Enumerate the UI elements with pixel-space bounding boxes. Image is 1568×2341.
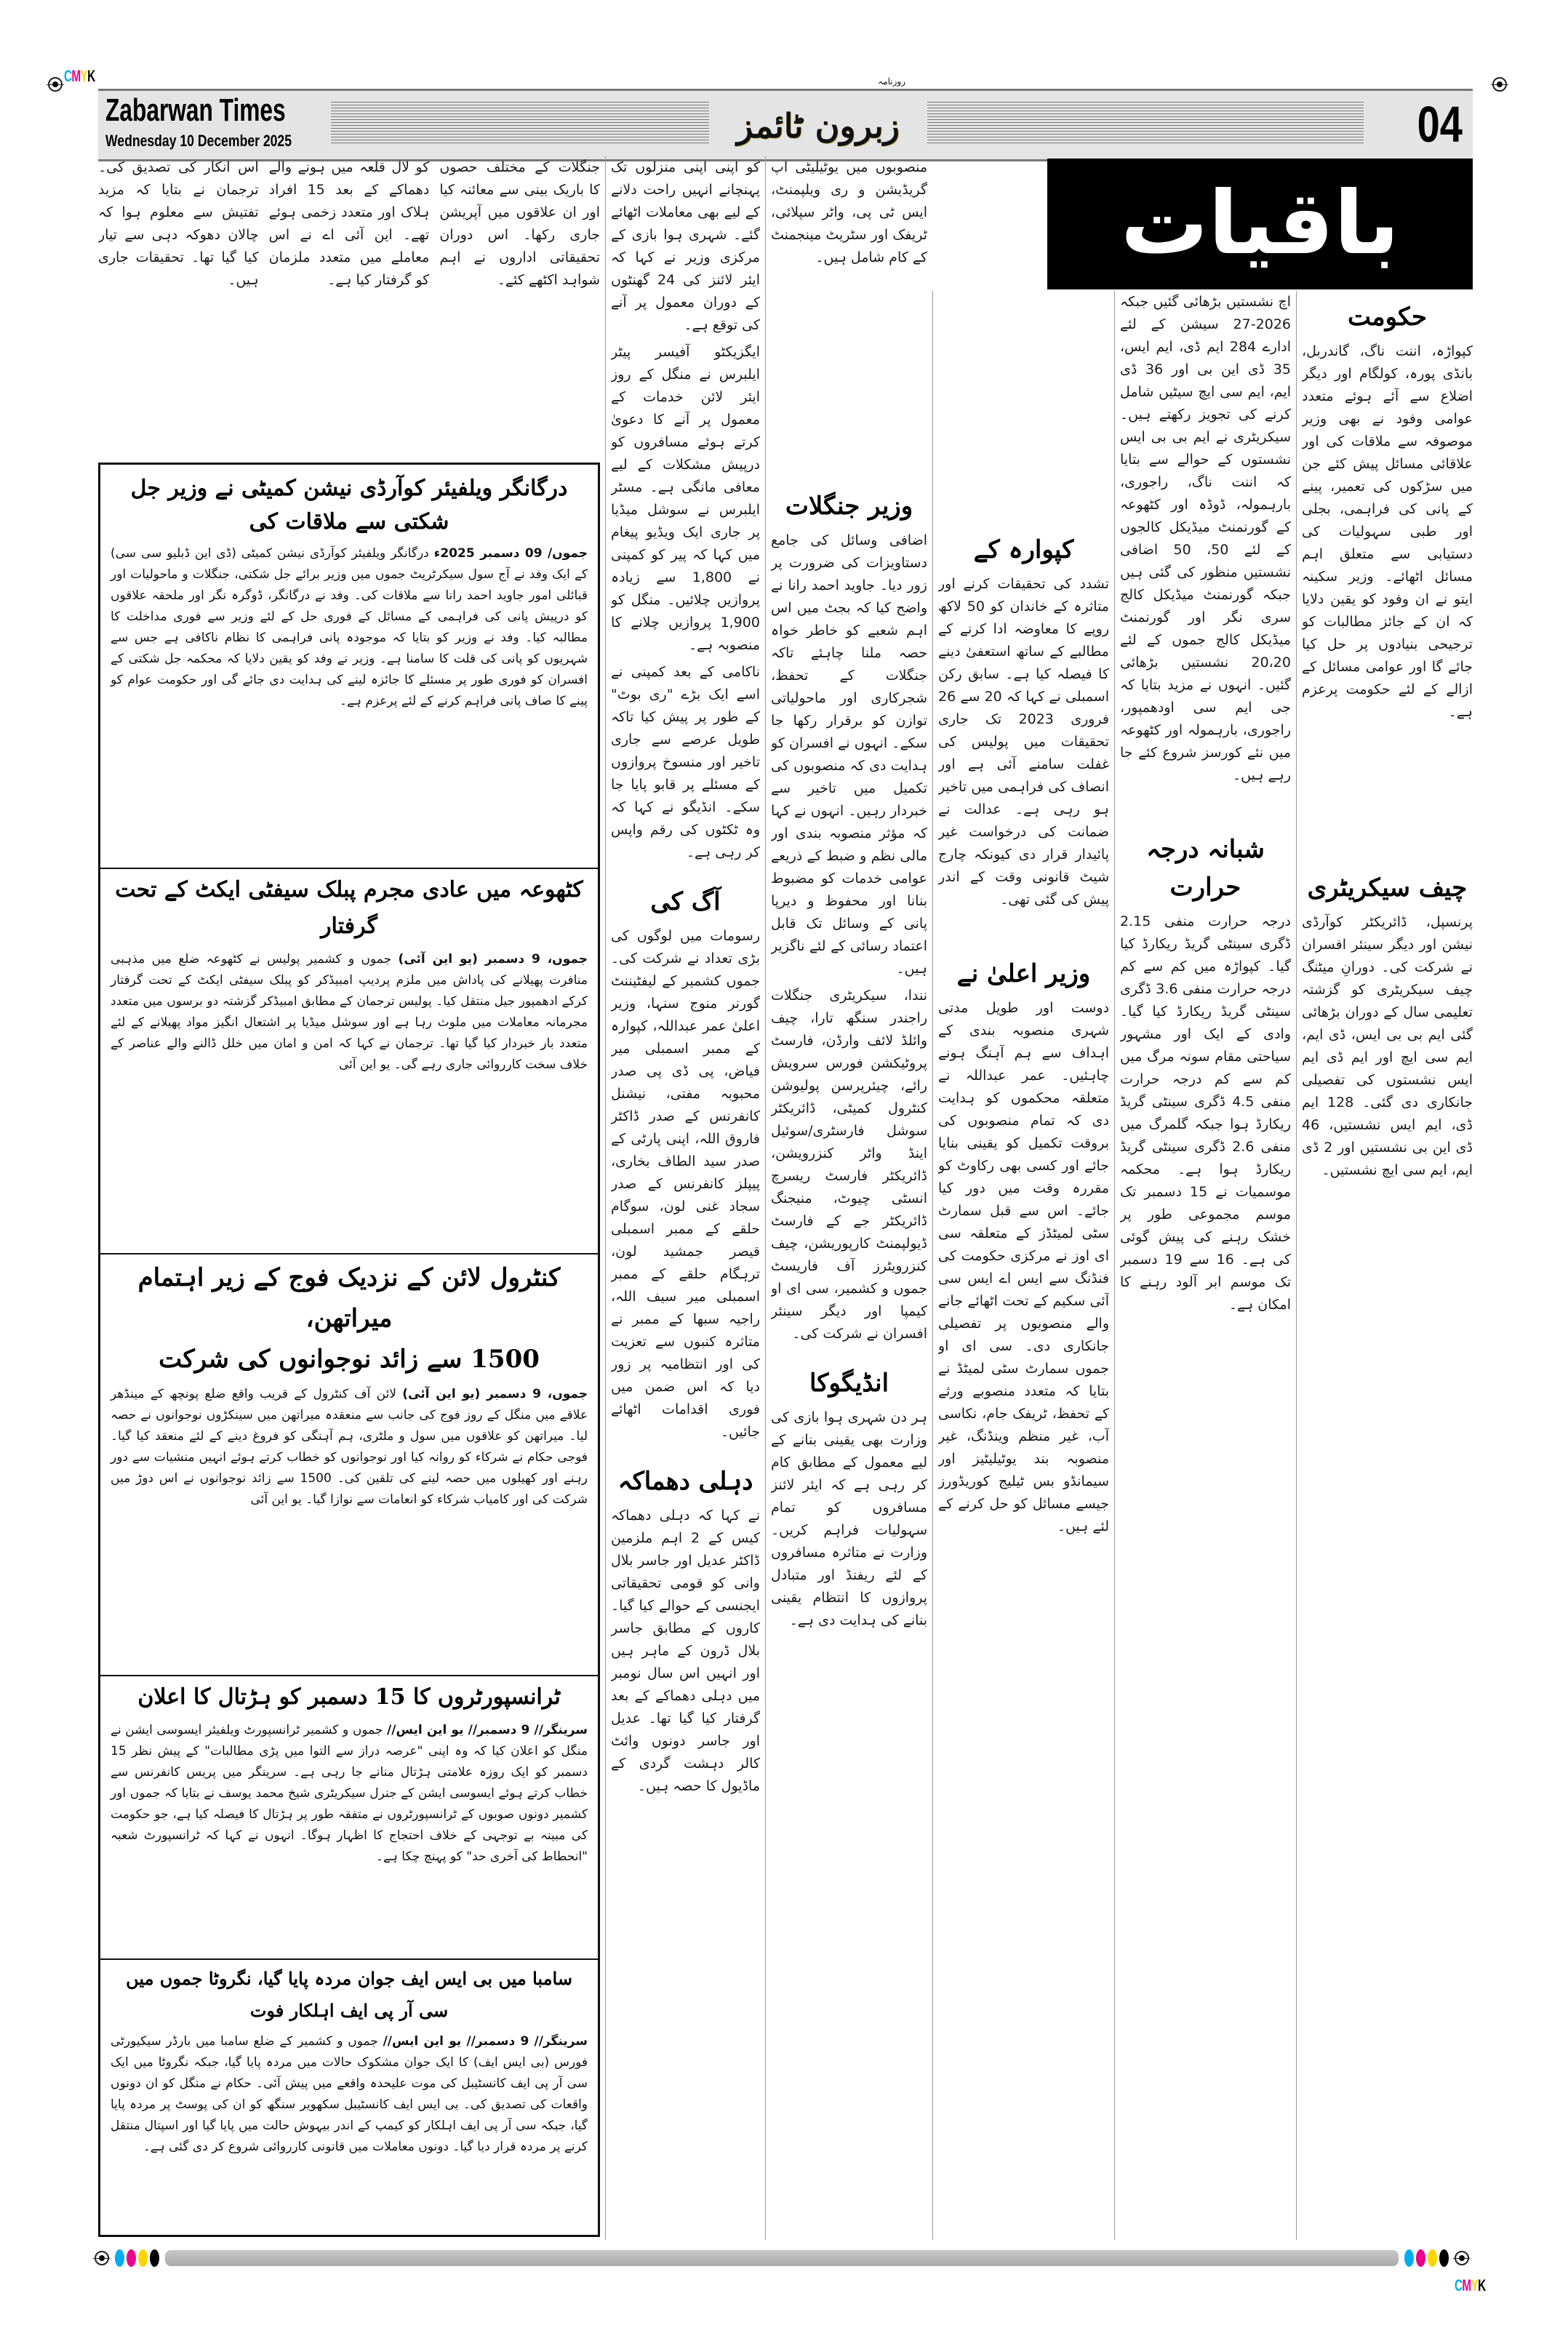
gray-density-bar [165,2250,1399,2266]
story-text: جموں و کشمیر ٹرانسپورٹ ویلفیئر ایسوسی ایشن نے منگل کو اعلان کیا کہ وہ اپنی "عرصہ دراز سے التوا میں پڑی مطالبات" کے پیش نظر 15 دسمبر کو ایک روزہ علامتی ہڑتال منانے جا رہی ہے۔ سرینگر میں پریس کانفرنس سے خطاب کرتے ہوئے ایسوسی ایشن کے جنرل سیکریٹری شیخ محمد یوسف نے بتایا کہ جموں اور کشمیر دونوں صوبوں کے ٹرانسپورٹروں نے متفقہ طور پر ہڑتال کا فیصلہ کیا ہے، جو حکومت کی مبینہ بے توجہی کے خلاف احتجاج کا اظہار ہوگا۔ انہوں نے کہا کہ ٹرانسپورٹ شعبہ "انحطاط کی آخری حد" کو پہنچ چکا ہے۔ [111,1723,588,1864]
article-body: کو اپنی اپنی منزلوں تک پہنچانے انہیں راحت دلانے کے لیے بھی معاملات اٹھائے گئے۔ شہری ہوا بازی کے مرکزی وزیر نے کہا کہ ایئر لائنز کی 24 گھنٹوں کے دوران معمول پر آنے کی توقع ہے۔ [611,159,760,333]
article-body: جنگلات کے مختلف حصوں کا باریک بینی سے معائنہ کیا اور ان علاقوں میں آپریشن جاری رکھا۔ اس دوران تحقیقاتی اداروں نے اہم شواہد اکٹھے کئے۔ [439,159,600,288]
column-divider [1296,291,1297,2240]
cmyk-c: C [1455,2276,1463,2294]
story-divider [100,1675,598,1676]
cmyk-m: M [1462,2276,1471,2294]
article-body: اس انکار کی تصدیق کی۔ ترجمان نے بتایا کہ مزید تفتیش سے معلوم ہوا کہ چالان دھوکہ دہی سے تیار کیا گیا تھا۔ تحقیقات جاری ہیں۔ [98,159,259,288]
story-body [111,1720,588,1868]
subhead-andigo: انڈیگوکا [809,1369,889,1398]
story-divider [100,1253,598,1254]
story-transport-strike [111,1679,588,1956]
agency-credit: یو این آئی [250,1492,302,1507]
swatch-magenta [127,2249,136,2267]
story-marathon [111,1257,588,1672]
cmyk-mark-top [64,67,95,86]
page-number: 04 [1417,96,1463,153]
swatch-cyan [1404,2249,1414,2267]
cmyk-y: Y [80,67,88,85]
article-body: منصوبوں میں یوٹیلیٹی اپ گریڈیشن و ری ویلپمنٹ، ایس ٹی پی، واٹر سپلائی، ٹریفک اور سٹریٹ مینجمنٹ کے کام شامل ہیں۔ [771,159,927,265]
subhead-wazir-e-ala: وزیر اعلیٰ نے [956,959,1091,988]
registration-mark-icon [1455,2251,1469,2265]
article-body: کو لال قلعہ میں ہونے والے دھماکے کے بعد 15 افراد ہلاک اور متعدد زخمی ہوئے تھے۔ این آئی اے نے اس معاملے میں متعدد ملزمان کو گرفتار کیا ہے۔ [268,159,430,288]
column-5 [611,156,760,2240]
header-rules-left [331,100,709,145]
header-rules-right [927,100,1364,145]
swatch-yellow [138,2249,148,2267]
swatch-black [150,2249,159,2267]
cmyk-k: K [1478,2276,1486,2294]
story-divider [100,868,598,869]
article-body: ہر دن شہری ہوا بازی کی وزارت بھی یقینی بنانے کے لیے معمول کے مطابق کام کر رہی ہے کہ ایئر لائنز مسافروں کو تمام سہولیات فراہم کریں۔ وزارت نے متاثرہ مسافروں کے لئے ریفنڈ اور متبادل پروازوں کا انتظام یقینی بنانے کی ہدایت دی ہے۔ [771,1409,927,1628]
cmyk-m: M [71,67,81,85]
dateline: جموں، 9 دسمبر (یو این آئی) [402,1387,588,1401]
article-body: دوست اور طویل مدتی شہری منصوبہ بندی کے اہداف سے ہم آہنگ ہونے چاہئیں۔ عمر عبداللہ نے متعلقہ محکموں کو ہدایت دی کہ تمام منصوبوں کی بروقت تکمیل کو یقینی بنایا جائے اور کسی بھی رکاوٹ کو مقررہ وقت میں دور کیا جائے۔ اس سے قبل سمارٹ سٹی لمیٹڈز کے متعلقہ سی ای اوز نے مرکزی حکومت کی فنڈنگ سے ایس اے ایس سی آئی سکیم کے تحت اٹھائے جانے والے منصوبوں پر تفصیلی جانکاری دی۔ سی ای او جموں سمارٹ سٹی لمیٹڈ نے بتایا کہ متعدد منصوبے ورثے کے تحفظ، ٹریفک جام، نکاسی آب، غیر منظم وینڈنگ، غیر منصوبہ بند یوٹیلیٹیز اور سیمانڈو بس ٹیلیج کوریڈورز جیسے مسائل کو حل کرنے کے لئے ہیں۔ [938,1000,1109,1534]
masthead-prefix: روزنامہ [878,76,905,87]
article-body: اضافی وسائل کی جامع دستاویزات کی ضرورت پر زور دیا۔ جاوید احمد رانا نے واضح کیا کہ بجٹ میں اس اہم شعبے کو خاطر خواہ حصہ ملنا چاہئے تاکہ جنگلات کے تحفظ، شجرکاری اور ماحولیاتی توازن کو برقرار رکھا جا سکے۔ انہوں نے افسران کو ہدایت دی کہ منصوبوں کی تکمیل میں تاخیر سے خبردار رہیں۔ انہوں نے کہا کہ مؤثر منصوبہ بندی اور مالی نظم و ضبط کے ذریعے عوامی خدمات کو مضبوط بنانا اور محفوظ و دیرپا پانی کے وسائل تک قابل اعتماد رسائی کے لئے ناگزیر ہیں۔ [771,532,927,977]
article-body: ناکامی کے بعد کمپنی نے اسے ایک بڑے "ری بوٹ" کے طور پر پیش کیا تاکہ طویل عرصے سے جاری تاخیر اور منسوخ پروازوں کے مسئلے پر قابو پایا جا سکے۔ انڈیگو نے کہا کہ وہ ٹکٹوں کی رقم واپس کر رہی ہے۔ [611,664,760,860]
article-body: رسومات میں لوگوں کی بڑی تعداد نے شرکت کی۔ جموں کشمیر کے لیفٹیننٹ گورنر منوج سنہا، وزیر اعلیٰ عمر عبداللہ، کپوارہ کے ممبر اسمبلی میر فیاض، پی ڈی پی صدر محبوبہ مفتی، نیشنل کانفرنس کے صدر ڈاکٹر فاروق اللہ، اپنی پارٹی کے صدر سید الطاف بخاری، پیپلز کانفرنس کے صدر سجاد غنی لون، سوگام حلقے کے ممبر اسمبلی قیصر جمشید لون، ترہگام حلقے کے ممبر اسمبلی میر سیف اللہ، راجیہ سبھا کے ممبر نے متاثرہ کنبوں سے تعزیت کی اور انتظامیہ پر زور دیا کہ اس ضمن میں فوری اقدامات اٹھائے جائیں۔ [611,928,760,1440]
article-body: درجہ حرارت منفی 2.15 ڈگری سینٹی گریڈ ریکارڈ کیا گیا۔ کپواڑہ میں کم سے کم درجہ حرارت منفی 3.6 ڈگری سینٹی گریڈ ریکارڈ کیا گیا۔ وادی کے ایک اور مشہور سیاحتی مقام سونہ مرگ میں کم سے کم درجہ حرارت منفی 4.5 ڈگری سینٹی گریڈ ریکارڈ ہوا جبکہ گلمرگ میں منفی 2.6 ڈگری سینٹی گریڈ ریکارڈ ہوا ہے۔ محکمہ موسمیات نے 15 دسمبر تک موسم مجموعی طور پر خشک رہنے کی پیش گوئی کی ہے۔ 16 سے 19 دسمبر تک موسم ابر آلود رہنے کا امکان ہے۔ [1120,913,1291,1313]
headline: ٹرانسپورٹروں کا 15 دسمبر کو ہڑتال کا اعلان [137,1684,561,1710]
column-1 [1302,291,1473,2240]
registration-mark-icon [1492,77,1507,92]
story-kathua [111,872,588,1250]
dateline: سرینگر// 9 دسمبر// یو این ایس// [383,2034,588,2049]
story-text: درگانگر ویلفیئر کوآرڈی نیشن کمیٹی (ڈی این ڈبلیو سی سی) کے ایک وفد نے آج سول سیکرٹریٹ جموں میں وزیر برائے جل شکتی، جنگلات و ماحولیات اور قبائلی امور جاوید احمد رانا سے ملاقات کی۔ وفد نے درگانگر، ڈوگرہ نگر اور ملحقہ علاقوں کو درپیش پانی کی فراہمی کے مسائل کے فوری حل کے لئے وزیر سے فوری مداخلت کا مطالبہ کیا۔ وفد نے وزیر کو بتایا کہ موجودہ پانی فراہمی کا نظام ناکافی ہے جس سے شہریوں کو پانی کی قلت کا سامنا ہے۔ وزیر نے وفد کو یقین دلایا کہ محکمہ جل شکتی کے افسران کو فوری طور پر مسئلے کا جائزہ لینے کی ہدایت دی جائے گی اور حکومت عوام کو پینے کا صاف پانی فراہم کرنے کے لئے پرعزم ہے۔ [111,546,588,708]
masthead-logo-ur [724,76,913,156]
color-swatches-right [1404,2249,1449,2267]
column-divider [1114,291,1115,2240]
swatch-yellow [1428,2249,1437,2267]
column-divider [932,291,933,2240]
story-text: لائن آف کنٹرول کے قریب واقع ضلع پونچھ کے مینڈھر علاقے میں منگل کے روز فوج کی جانب سے منعقدہ میراتھن میں سینکڑوں نوجوانوں نے حصہ لیا۔ میراتھن کو علاقوں میں سول و ملٹری، ہم آہنگی کو فروغ دینے کے لئے منعقد کیا گیا۔ فوجی حکام نے شرکاء کو روانہ کیا اور نوجوانوں کو خطاب کرتے ہوئے انہیں منشیات سے دور رہنے اور کھیلوں میں حصہ لینے کی تلقین کی۔ 1500 سے زائد نوجوانوں نے اس دوڑ میں شرکت کی اور کامیاب شرکاء کو انعامات سے نوازا گیا۔ [111,1387,588,1507]
column-6 [98,156,600,458]
headline: سامبا میں بی ایس ایف جوان مردہ پایا گیا، نگروٹا جموں میں سی آر پی ایف اہلکار فوت [126,1968,572,2021]
headline: کٹھوعہ میں عادی مجرم پبلک سیفٹی ایکٹ کے تحت گرفتار [115,877,583,939]
cmyk-y: Y [1471,2276,1479,2294]
column-2 [1120,291,1291,2240]
story-samba-bsf [111,1963,588,2225]
story-durganagar [111,472,588,865]
dateline: جموں، 9 دسمبر (یو این آئی) [398,952,588,967]
story-body [111,949,588,1076]
headline-line-1: کنٹرول لائن کے نزدیک فوج کے زیر اہتمام میراتھن، [137,1263,561,1333]
swatch-cyan [115,2249,124,2267]
dateline: جموں/ 09 دسمبر 2025ء [433,546,588,561]
article-body: اچ نشستیں بڑھائی گئیں جبکہ 2026-27 سیشن کے لئے ادارے 284 ایم ڈی، ایم ایس، 35 ڈی این بی اور 36 ڈی ایم، ایم سی ایچ سیٹیں شامل کرنے کی تجویز رکھتے ہیں۔ سیکریٹری نے ایم بی بی ایس نشستوں کے حوالے سے بتایا کہ اننت ناگ، راجوری، بارہمولہ، ڈوڈہ اور کٹھوعہ کے گورنمنٹ میڈیکل کالجوں کے لئے 50، 50 اضافی نشستیں منظور کی گئی ہیں جبکہ گورنمنٹ میڈیکل کالج سری نگر اور گورنمنٹ میڈیکل کالج جموں کے لئے 20،20 نشستیں بڑھائی گئیں۔ انہوں نے مزید بتایا کہ جی ایم سی اودھمپور، راجوری، بارہمولہ اور کٹھوعہ میں نئے کورسز شروع کئے جا رہے ہیں۔ [1120,294,1291,783]
article-body: نندا، سیکریٹری جنگلات راجندر سنگھ تارا، چیف وائلڈ لائف وارڈن، فارسٹ پروٹیکشن فورس سرویش رائے، چیئرپرسن پولیوشن کنٹرول کمیٹی، ڈائریکٹر سوشل فارسٹری/سوئیل اینڈ واٹر کنزرویشن، ڈائریکٹر فارسٹ ریسرچ انسٹی چیوٹ، منیجنگ ڈائریکٹر جے کے فارسٹ ڈیولپمنٹ کارپوریشن، چیف کنزرویٹرز آف فاریسٹ جموں و کشمیر، سی ای او کیمپا اور دیگر سینئر افسران نے شرکت کی۔ [771,988,927,1342]
color-swatches-left [115,2249,159,2267]
subhead-aag-ki: آگ کی [650,887,721,916]
column-divider [765,156,766,2240]
subhead-shabana-darja-hararat: شبانہ درجہ حرارت [1146,835,1265,902]
story-text: جموں و کشمیر پولیس نے کٹھوعہ ضلع میں مذہبی منافرت پھیلانے کی پاداش میں ملزم پردیپ امبیڈکر کو پبلک سیفٹی ایکٹ کے تحت گرفتار کرکے ادھمپور جیل منتقل کیا۔ پولیس ترجمان کے مطابق امبیڈکر گزشتہ دو برسوں میں متعدد مجرمانہ معاملات میں ملوث رہا ہے اور سوشل میڈیا پر اشتعال انگیز مواد پھیلانے کے لئے متعدد بار خبردار کیا گیا تھا۔ ترجمان نے کہا کہ امن و امان میں خلل ڈالنے والے عناصر کے خلاف سخت کارروائی جاری رہے گی۔ [111,952,588,1072]
boxed-news-section [98,463,600,2237]
subhead-kupwara: کپوارہ کے [973,535,1074,564]
print-color-bar [95,2247,1469,2269]
column-3 [938,291,1109,2240]
publication-title-en: Zabarwan Times [105,92,286,128]
subhead-hukoomat: حکومت [1348,303,1427,332]
cmyk-mark-bottom [1455,2276,1486,2295]
headline-line-2: 1500 سے زائد نوجوانوں کی شرکت [159,1345,540,1374]
cmyk-k: K [87,67,95,85]
article-body: ایگزیکٹو آفیسر پیٹر ایلبرس نے منگل کے روز ایئر لائن خدمات کے معمول پر آنے کا دعویٰ کرتے ہوئے مسافروں کو درپیش مشکلات کے لیے معافی مانگی ہے۔ مسٹر ایلبرس نے سوشل میڈیا پر جاری ایک ویڈیو پیغام میں کہا کہ پیر کو کمپنی نے 1,800 سے زیادہ پروازیں چلائیں۔ منگل کو 1,900 پروازیں چلانے کا منصوبہ ہے۔ [611,344,760,653]
headline: درگانگر ویلفیئر کوآرڈی نیشن کمیٹی نے وزیر جل شکتی سے ملاقات کی [130,476,568,535]
masthead-title: زبرون ٹائمز [736,106,900,145]
column-4 [771,156,927,2240]
story-body [111,1384,588,1510]
dateline: سرینگر// 9 دسمبر// یو این ایس// [387,1723,588,1737]
article-body: نے کہا کہ دہلی دھماکہ کیس کے 2 اہم ملزمین ڈاکٹر عدیل اور جاسر بلال وانی کو قومی تحقیقاتی ایجنسی کے حوالے کیا گیا۔ کاروں کے مطابق جاسر بلال ڈرون کے ماہر ہیں اور انہیں اس سال نومبر میں دہلی دھماکے کے بعد گرفتار کیا گیا تھا۔ عدیل اور جاسر دونوں وائٹ کالر دہشت گردی کے ماڈیول کا حصہ ہیں۔ [611,1508,760,1794]
subhead-wazir-jungalat: وزیر جنگلات [785,492,913,521]
cmyk-c: C [64,67,72,85]
registration-mark-icon [95,2251,109,2265]
article-body: پرنسپل، ڈائریکٹر کوآرڈی نیشن اور دیگر سینئر افسران نے شرکت کی۔ دورانِ میٹنگ چیف سیکریٹری کو گزشتہ تعلیمی سال کے دوران بڑھائی گئی ایم بی بی ایس، ڈی ایم، ایم سی ایچ اور ایم ڈی ایم ایس نشستوں کی تفصیلی جانکاری دی گئی۔ 128 ایم ڈی، ایم ایس نشستیں، 46 ڈی این بی نشستیں اور 2 ڈی ایم، ایم سی ایچ نشستیں۔ [1302,914,1473,1178]
section-banner: باقیات [1047,159,1473,289]
article-body: کپواڑہ، اننت ناگ، گاندربل، بانڈی پورہ، کولگام اور دیگر اضلاع سے آئے ہوئے متعدد عوامی وفود نے بھی وزیر موصوفہ سے ملاقات کی اور علاقائی مسائل پیش کئے جن میں سڑکوں کی تعمیر، پینے کے پانی کی فراہمی، بجلی اور طبی سہولیات کی دستیابی سے متعلق اہم مسائل اٹھائے۔ وزیر سکینہ ایتو نے ان وفود کو یقین دلایا کہ ان کے جائز مطالبات کو ترجیحی بنیادوں پر حل کیا جائے گا اور عوامی مسائل کے ازالے کے لئے حکومت پرعزم ہے۔ [1302,343,1473,720]
swatch-black [1439,2249,1449,2267]
column-divider [605,156,606,2240]
subhead-dehli-dhamaka: دہلی دھماکہ [617,1467,753,1496]
agency-credit: یو این آئی [338,1057,391,1072]
story-text: جموں و کشمیر کے ضلع سامبا میں بارڈر سیکیورٹی فورس (بی ایس ایف) کا ایک جوان مشکوک حالات میں مردہ پایا گیا، جبکہ نگروٹا میں ایک سی آر پی ایف کانسٹیبل کی موت علیحدہ واقعے میں پیش آئی۔ حکام نے منگل کو ان دونوں واقعات کی تصدیق کی۔ بی ایس ایف کانسٹیبل سکھویر سنگھ کو ان کی پوسٹ پر مردہ پایا گیا، جبکہ سی آر پی ایف اہلکار کو کیمپ کے اندر بیہوش حالت میں پایا گیا اور اسپتال منتقل کرنے پر مردہ قرار دیا گیا۔ دونوں معاملات میں قانونی کارروائی شروع کر دی گئی ہے۔ [111,2034,588,2154]
story-body [111,2031,588,2158]
swatch-magenta [1416,2249,1425,2267]
registration-mark-icon [48,77,63,92]
story-body [111,543,588,712]
story-divider [100,1958,598,1960]
page-header [98,76,1473,161]
publication-date: Wednesday 10 December 2025 [105,132,292,150]
subhead-chief-secretary: چیف سیکریٹری [1307,873,1468,903]
article-body: تشدد کی تحقیقات کرنے اور متاثرہ کے خاندان کو 50 لاکھ روپے کا معاوضہ ادا کرنے کے مطالبے کے ساتھ استعفیٰ دینے کا فیصلہ کیا ہے۔ سابق رکن اسمبلی نے کہا کہ 20 سے 26 فروری 2023 تک جاری تحقیقات میں پولیس کی غفلت سامنے آئی ہے اور انصاف کی فراہمی میں تاخیر ہو رہی ہے۔ عدالت نے ضمانت کی درخواست غیر پائیدار قرار دی کیونکہ چارج شیٹ قانونی وقت کے اندر پیش کی گئی تھی۔ [938,576,1109,908]
